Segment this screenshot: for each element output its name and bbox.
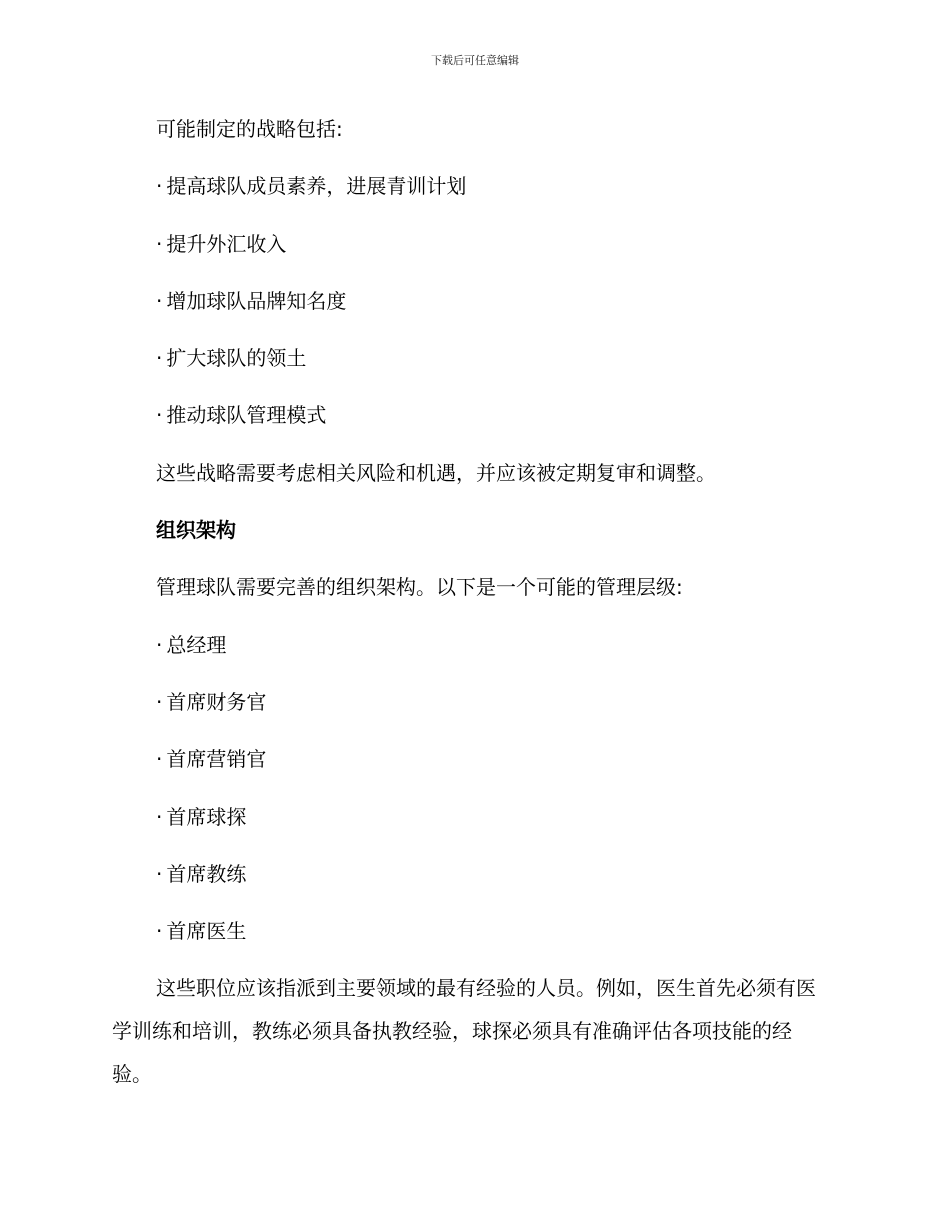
strategy-item-text: 增加球队品牌知名度 bbox=[166, 288, 347, 313]
bullet-marker: · bbox=[156, 346, 163, 371]
strategy-closing: 这些战略需要考虑相关风险和机遇，并应该被定期复审和调整。 bbox=[156, 460, 716, 485]
strategy-item bbox=[112, 227, 830, 284]
org-role-text: 总经理 bbox=[166, 632, 227, 657]
org-role-text: 首席教练 bbox=[166, 861, 247, 886]
strategy-item-text: 提高球队成员素养，进展青训计划 bbox=[166, 174, 467, 199]
bullet-marker: · bbox=[156, 689, 163, 714]
strategy-item-text: 提升外汇收入 bbox=[166, 231, 287, 256]
bullet-marker: · bbox=[156, 174, 163, 199]
org-role-text: 首席球探 bbox=[166, 804, 247, 829]
org-role-item bbox=[112, 800, 830, 857]
org-role-text: 首席财务官 bbox=[166, 689, 267, 714]
bullet-marker: · bbox=[156, 747, 163, 772]
bullet-marker: · bbox=[156, 861, 163, 886]
org-role-item bbox=[112, 628, 830, 685]
bullet-marker: · bbox=[156, 632, 163, 657]
bullet-marker: · bbox=[156, 403, 163, 428]
org-role-item bbox=[112, 742, 830, 799]
org-role-item bbox=[112, 914, 830, 971]
strategy-item bbox=[112, 169, 830, 226]
bullet-marker: · bbox=[156, 804, 163, 829]
org-role-item bbox=[112, 685, 830, 742]
org-closing-paragraph: 这些职位应该指派到主要领域的最有经验的人员。例如，医生首先必须有医学训练和培训，教练必须具备执教经验，球探必须具有准确评估各项技能的经验。 bbox=[112, 976, 816, 1087]
page-header: 下载后可任意编辑 bbox=[431, 54, 519, 67]
strategy-item bbox=[112, 284, 830, 341]
bullet-marker: · bbox=[156, 288, 163, 313]
strategy-item bbox=[112, 341, 830, 398]
strategy-item bbox=[112, 398, 830, 455]
strategy-item-text: 扩大球队的领土 bbox=[166, 346, 307, 371]
bullet-marker: · bbox=[156, 919, 163, 944]
org-role-item bbox=[112, 857, 830, 914]
org-intro: 管理球队需要完善的组织架构。以下是一个可能的管理层级: bbox=[156, 575, 683, 600]
strategy-item-text: 推动球队管理模式 bbox=[166, 403, 327, 428]
section-heading: 组织架构 bbox=[156, 518, 236, 543]
org-role-text: 首席营销官 bbox=[166, 747, 267, 772]
bullet-marker: · bbox=[156, 231, 163, 256]
strategy-intro: 可能制定的战略包括: bbox=[156, 117, 343, 141]
document-body bbox=[112, 112, 830, 1096]
org-role-text: 首席医生 bbox=[166, 919, 247, 944]
